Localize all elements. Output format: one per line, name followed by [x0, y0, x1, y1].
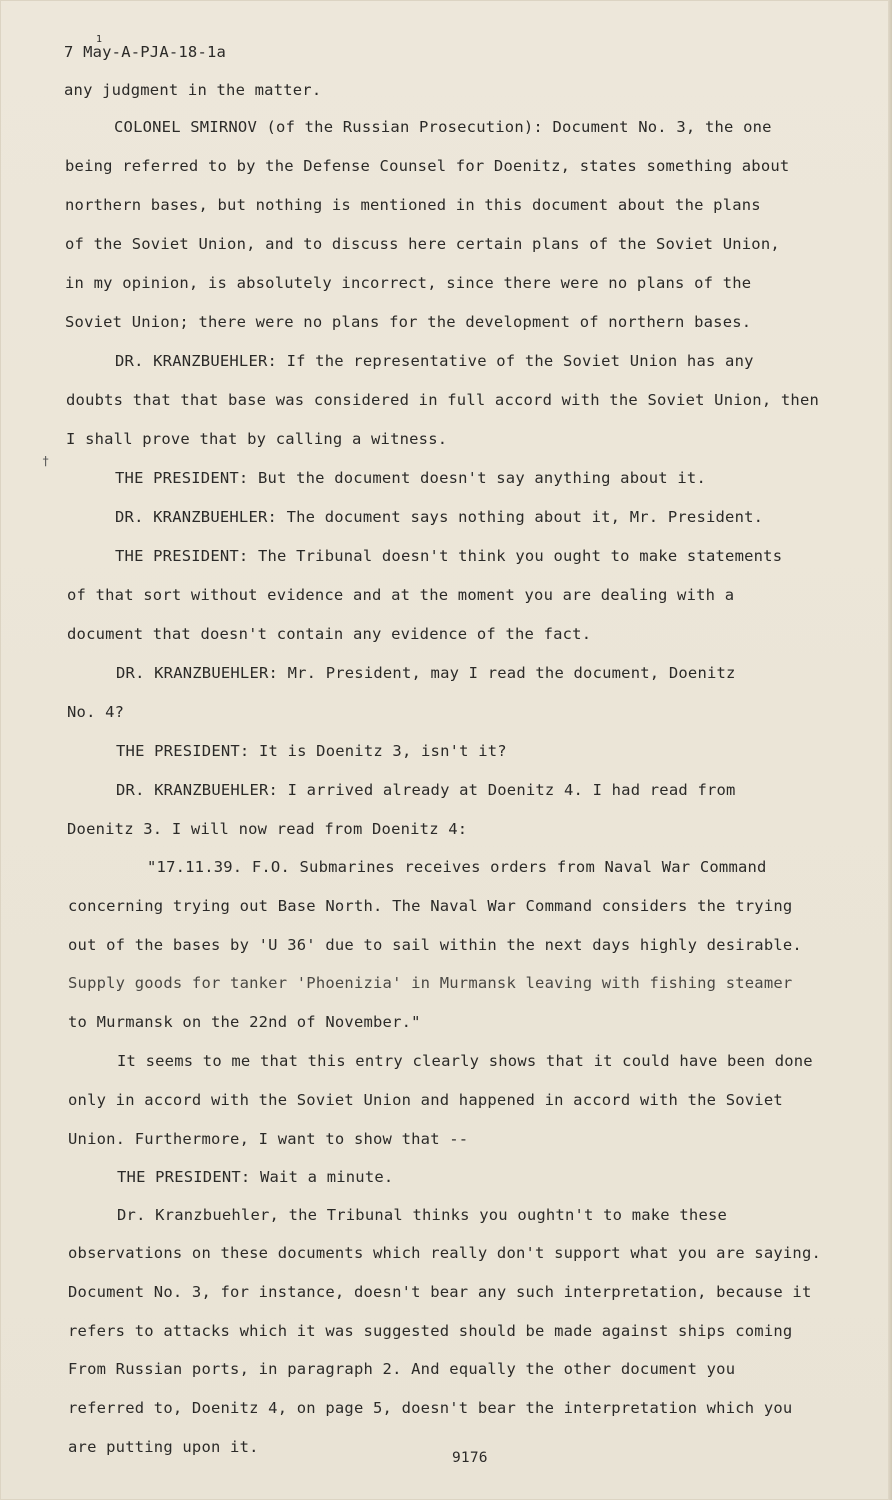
quote-line: concerning trying out Base North. The Naval War Command considers the trying [68, 897, 793, 915]
text-line: Dr. Kranzbuehler, the Tribunal thinks you oughtn't to make these [117, 1206, 728, 1224]
text-line: DR. KRANZBUEHLER: If the representative of the Soviet Union has any [115, 352, 754, 370]
text-line: referred to, Doenitz 4, on page 5, doesn't bear the interpretation which you [68, 1399, 793, 1417]
text-line: Document No. 3, for instance, doesn't bear any such interpretation, because it [68, 1283, 812, 1301]
text-line: being referred to by the Defense Counsel for Doenitz, states something about [65, 157, 790, 175]
text-line: DR. KRANZBUEHLER: Mr. President, may I read the document, Doenitz [116, 664, 736, 682]
text-line: any judgment in the matter. [64, 81, 322, 99]
page-number: 9176 [452, 1450, 488, 1466]
text-line: I shall prove that by calling a witness. [66, 430, 448, 448]
text-line: Soviet Union; there were no plans for the development of northern bases. [65, 313, 752, 331]
text-line: COLONEL SMIRNOV (of the Russian Prosecution): Document No. 3, the one [114, 118, 772, 136]
text-line: of the Soviet Union, and to discuss here certain plans of the Soviet Union, [65, 235, 780, 253]
text-line: THE PRESIDENT: Wait a minute. [117, 1168, 394, 1186]
text-line: document that doesn't contain any evidence of the fact. [67, 625, 592, 643]
text-line: of that sort without evidence and at the moment you are dealing with a [67, 586, 735, 604]
quote-line: Supply goods for tanker 'Phoenizia' in Murmansk leaving with fishing steamer [68, 974, 793, 992]
text-line: in my opinion, is absolutely incorrect, since there were no plans of the [65, 274, 752, 292]
quote-line: out of the bases by 'U 36' due to sail within the next days highly desirable. [68, 936, 802, 954]
header-reference: 7 May-A-PJA-18-1a [64, 43, 227, 61]
text-line: THE PRESIDENT: It is Doenitz 3, isn't it? [116, 742, 507, 760]
text-line: are putting upon it. [68, 1438, 259, 1456]
text-line: No. 4? [67, 703, 125, 721]
text-line: THE PRESIDENT: The Tribunal doesn't think you ought to make statements [115, 547, 783, 565]
quote-line: "17.11.39. F.O. Submarines receives orders from Naval War Command [147, 858, 767, 876]
text-line: northern bases, but nothing is mentioned in this document about the plans [65, 196, 761, 214]
text-line: Union. Furthermore, I want to show that -- [68, 1130, 469, 1148]
page-edge-shadow [888, 0, 892, 1500]
header-superscript-mark: 1 [96, 34, 103, 45]
text-line: THE PRESIDENT: But the document doesn't say anything about it. [115, 469, 706, 487]
text-line: DR. KRANZBUEHLER: The document says nothing about it, Mr. President. [115, 508, 764, 526]
text-line: refers to attacks which it was suggested should be made against ships coming [68, 1322, 793, 1340]
quote-line: to Murmansk on the 22nd of November." [68, 1013, 421, 1031]
text-line: It seems to me that this entry clearly shows that it could have been done [117, 1052, 813, 1070]
text-line: only in accord with the Soviet Union and happened in accord with the Soviet [68, 1091, 783, 1109]
text-line: DR. KRANZBUEHLER: I arrived already at Doenitz 4. I had read from [116, 781, 736, 799]
stray-mark: † [42, 454, 50, 468]
text-line: From Russian ports, in paragraph 2. And equally the other document you [68, 1360, 736, 1378]
text-line: doubts that that base was considered in full accord with the Soviet Union, then [66, 391, 820, 409]
text-line: Doenitz 3. I will now read from Doenitz 4: [67, 820, 468, 838]
text-line: observations on these documents which really don't support what you are saying. [68, 1244, 822, 1262]
